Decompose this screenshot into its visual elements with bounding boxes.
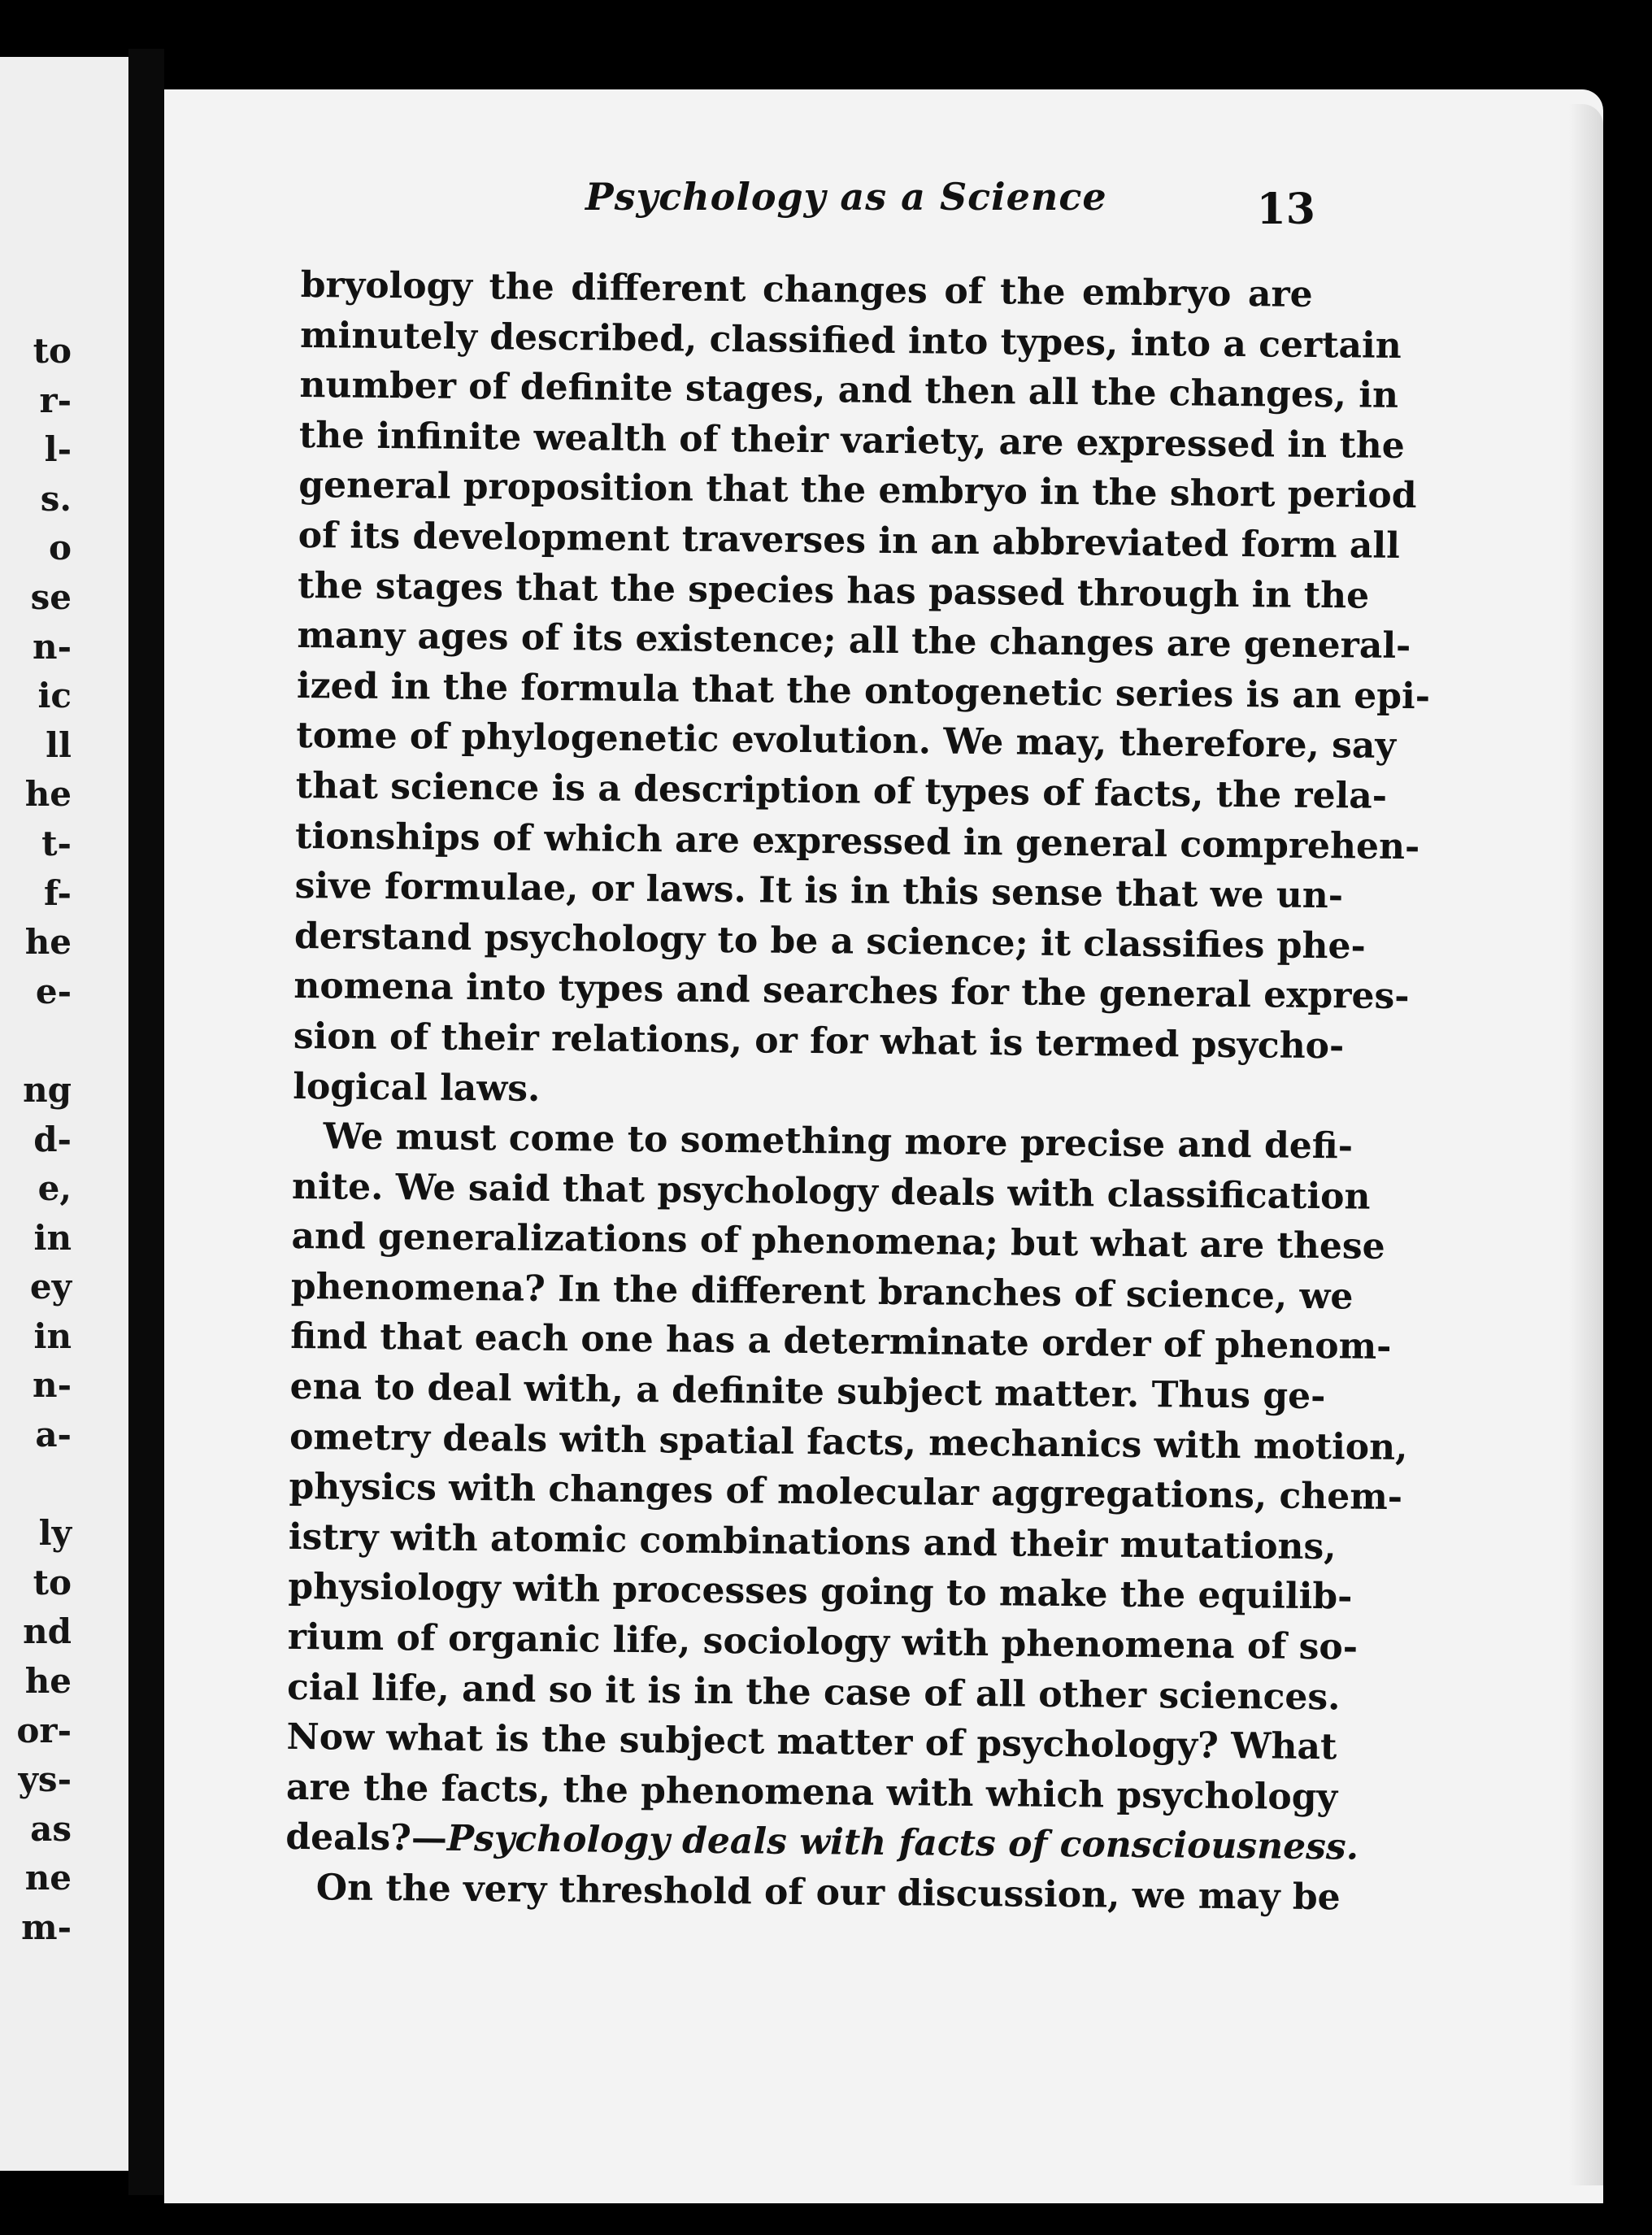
text-line: tome of phylogenetic evolution. We may, therefore, say xyxy=(296,715,1397,767)
left-fragment: ng xyxy=(23,1069,72,1110)
left-fragment-gap xyxy=(0,1016,72,1066)
left-fragment: ne xyxy=(24,1858,72,1898)
left-fragment: n- xyxy=(33,626,72,667)
running-title: Psychology as a Science xyxy=(585,175,1107,219)
left-fragment: n- xyxy=(33,1365,72,1406)
text-line: sion of their relations, or for what is termed psycho- xyxy=(293,1015,1345,1067)
text-line: of its development traverses in an abbreviated form all xyxy=(298,514,1401,567)
text-line: number of definite stages, and then all the changes, in xyxy=(299,364,1399,417)
text-line: the infinite wealth of their variety, are expressed in the xyxy=(298,414,1406,467)
text-line: physics with changes of molecular aggregations, chem- xyxy=(289,1466,1403,1519)
running-head xyxy=(415,175,1350,240)
text-line: sive formulae, or laws. It is in this sense that we un- xyxy=(294,865,1344,917)
left-fragment: s. xyxy=(40,478,72,519)
body-text xyxy=(285,260,1431,1922)
text-line: ized in the formula that the ontogenetic series is an epi- xyxy=(296,664,1431,718)
left-fragment: in xyxy=(33,1217,72,1258)
text-line: find that each one has a determinate order of phenom- xyxy=(290,1315,1392,1368)
left-fragment: r- xyxy=(39,380,72,420)
left-page-text-fragments xyxy=(0,327,72,1953)
left-fragment: ic xyxy=(37,676,72,716)
left-fragment: in xyxy=(33,1315,72,1356)
left-fragment: ey xyxy=(29,1267,72,1307)
left-fragment: or- xyxy=(16,1710,72,1750)
left-fragment: ly xyxy=(38,1513,72,1554)
left-fragment: o xyxy=(48,528,72,568)
text-line: ena to deal with, a definite subject matter. Thus ge- xyxy=(289,1365,1326,1418)
left-fragment: as xyxy=(30,1808,72,1849)
left-fragment: t- xyxy=(41,823,72,863)
italic-conclusion: Psychology deals with facts of consciousness. xyxy=(446,1818,1359,1868)
text-line: minutely described, classified into types, into a certain xyxy=(299,314,1402,367)
text-line: derstand psychology to be a science; it classifies phe- xyxy=(293,915,1367,967)
left-fragment: d- xyxy=(33,1119,72,1159)
text-line: are the facts, the phenomena with which psychology xyxy=(285,1766,1338,1819)
left-fragment: nd xyxy=(23,1611,72,1652)
left-fragment: he xyxy=(24,922,72,963)
left-fragment: he xyxy=(24,774,72,815)
text-line: rium of organic life, sociology with phenomena of so- xyxy=(287,1615,1359,1668)
text-line: We must come to something more precise and defi- xyxy=(323,1115,1354,1168)
left-fragment: se xyxy=(30,576,72,617)
left-fragment: he xyxy=(24,1661,72,1702)
text-line: nomena into types and searches for the general expres- xyxy=(293,965,1410,1018)
text-line: nite. We said that psychology deals with classification xyxy=(291,1165,1371,1218)
left-fragment: ys- xyxy=(18,1759,72,1800)
page-edge-shadow xyxy=(1569,104,1603,2185)
text-line: istry with atomic combinations and their mutations, xyxy=(288,1515,1337,1568)
left-fragment: e- xyxy=(35,971,72,1011)
text-line: phenomena? In the different branches of science, we xyxy=(290,1265,1354,1318)
text-line: that science is a description of types of facts, the rela- xyxy=(295,764,1388,817)
text-line: cial life, and so it is in the case of all other sciences. xyxy=(286,1666,1341,1718)
book-gutter xyxy=(128,49,164,2195)
left-fragment: m- xyxy=(21,1907,72,1947)
text-line: many ages of its existence; all the changes are general- xyxy=(297,615,1411,667)
left-fragment: f- xyxy=(43,872,72,913)
text-line: logical laws. xyxy=(293,1065,541,1110)
text-line: and generalizations of phenomena; but what are these xyxy=(291,1215,1385,1268)
left-fragment: e, xyxy=(37,1168,72,1209)
left-fragment: l- xyxy=(44,429,72,470)
left-fragment: a- xyxy=(35,1415,72,1455)
left-fragment: to xyxy=(33,1562,72,1602)
text-line: physiology with processes going to make the equilib- xyxy=(288,1566,1353,1618)
text-line-start: deals?— xyxy=(285,1816,448,1860)
text-line: ometry deals with spatial facts, mechanics with motion, xyxy=(289,1415,1408,1468)
left-fragment: to xyxy=(33,331,72,371)
text-line: tionships of which are expressed in general comprehen- xyxy=(294,815,1420,867)
text-line: Now what is the subject matter of psychology? What xyxy=(286,1716,1337,1768)
text-line: the stages that the species has passed through in the xyxy=(297,564,1370,617)
text-line: bryology the different changes of the embryo are xyxy=(300,263,1313,315)
page-number: 13 xyxy=(1256,185,1315,234)
left-fragment: ll xyxy=(46,724,72,765)
left-fragment-gap xyxy=(0,1460,72,1510)
left-facing-page xyxy=(0,57,128,2171)
text-line: On the very threshold of our discussion, we may be xyxy=(315,1867,1341,1919)
text-line: general proposition that the embryo in the short period xyxy=(298,464,1417,517)
